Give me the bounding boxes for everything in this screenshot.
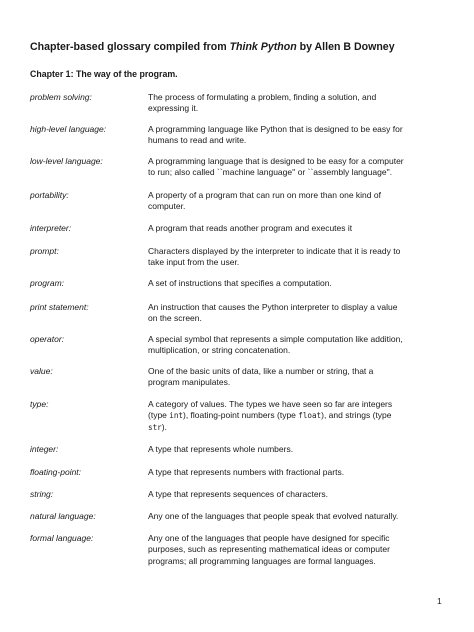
document-title (30, 41, 450, 54)
glossary-definition (148, 467, 448, 478)
glossary-term: string: (30, 489, 54, 499)
title-prefix: Chapter-based glossary compiled from (30, 41, 230, 53)
glossary-definition (148, 190, 448, 213)
definition-line: Any one of the languages that people speak that evolved naturally. (148, 511, 399, 521)
definition-line: program manipulates. (148, 377, 231, 388)
code-keyword-float: float (298, 411, 322, 421)
definition-line: A special symbol that represents a simple computation like addition, (148, 334, 403, 344)
glossary-definition (148, 302, 448, 325)
title-suffix: by Allen B Downey (296, 41, 395, 53)
definition-line: multiplication, or string concatenation. (148, 345, 291, 356)
definition-line: Characters displayed by the interpreter to indicate that it is ready to (148, 246, 401, 256)
glossary-term: high-level language: (30, 124, 107, 134)
definition-line (148, 422, 448, 433)
glossary-term: formal language: (30, 533, 94, 543)
glossary-term: print statement: (30, 302, 89, 312)
definition-line: A set of instructions that specifies a computation. (148, 278, 332, 288)
definition-line: A program that reads another program and executes it (148, 223, 353, 233)
glossary-term: floating-point: (30, 467, 82, 477)
definition-line: The process of formulating a problem, finding a solution, and (148, 92, 377, 102)
glossary-definition (148, 511, 448, 522)
definition-line: on the screen. (148, 313, 202, 324)
code-keyword-int: int (169, 411, 183, 421)
definition-line: purposes, such as representing mathematical ideas or computer (148, 544, 390, 555)
definition-line: A programming language like Python that is designed to be easy for (148, 124, 403, 134)
definition-text: ), floating-point numbers (type (182, 410, 299, 421)
definition-line: A property of a program that can run on more than one kind of (148, 190, 381, 200)
glossary-term: value: (30, 366, 53, 376)
glossary-term: program: (30, 278, 65, 288)
glossary-term: integer: (30, 444, 59, 454)
glossary-definition (148, 92, 448, 115)
definition-line: expressing it. (148, 103, 199, 114)
glossary-definition (148, 156, 448, 179)
glossary-definition (148, 278, 448, 289)
definition-line: take input from the user. (148, 257, 240, 268)
definition-line: One of the basic units of data, like a number or string, that a (148, 366, 374, 376)
glossary-definition (148, 444, 448, 455)
glossary-term: low-level language: (30, 156, 103, 166)
glossary-term: interpreter: (30, 223, 72, 233)
glossary-definition (148, 366, 448, 389)
code-keyword-str: str (148, 422, 162, 432)
page-number: 1 (437, 596, 442, 606)
glossary-definition (148, 223, 448, 234)
definition-line: A type that represents numbers with fractional parts. (148, 467, 345, 477)
definition-line: A category of values. The types we have seen so far are integers (148, 399, 393, 409)
glossary-term: natural language: (30, 511, 96, 521)
definition-text: (type (148, 410, 170, 421)
glossary-definition (148, 124, 448, 147)
glossary-definition (148, 533, 448, 567)
definition-line: An instruction that causes the Python interpreter to display a value (148, 302, 398, 312)
glossary-term: portability: (30, 190, 69, 200)
glossary-term: problem solving: (30, 92, 92, 102)
glossary-term: type: (30, 399, 49, 409)
chapter-heading: Chapter 1: The way of the program. (30, 69, 178, 79)
glossary-definition (148, 399, 448, 433)
definition-line: A type that represents whole numbers. (148, 444, 294, 454)
definition-line: A type that represents sequences of characters. (148, 489, 329, 499)
glossary-term: prompt: (30, 246, 59, 256)
definition-line: computer. (148, 201, 186, 212)
glossary-definition (148, 489, 448, 500)
definition-text: ), and strings (type (321, 410, 392, 421)
definition-line: humans to read and write. (148, 135, 247, 146)
glossary-term: operator: (30, 334, 65, 344)
definition-line: to run; also called ``machine language'' or ``assembly language''. (148, 167, 393, 178)
definition-line: A programming language that is designed to be easy for a computer (148, 156, 404, 166)
definition-line: programs; all programming languages are formal languages. (148, 555, 376, 566)
definition-line: Any one of the languages that people have designed for specific (148, 533, 390, 543)
definition-line (148, 410, 448, 421)
glossary-definition (148, 246, 448, 269)
title-book-name: Think Python (229, 41, 297, 53)
glossary-definition (148, 334, 448, 357)
definition-text: ). (161, 421, 167, 432)
